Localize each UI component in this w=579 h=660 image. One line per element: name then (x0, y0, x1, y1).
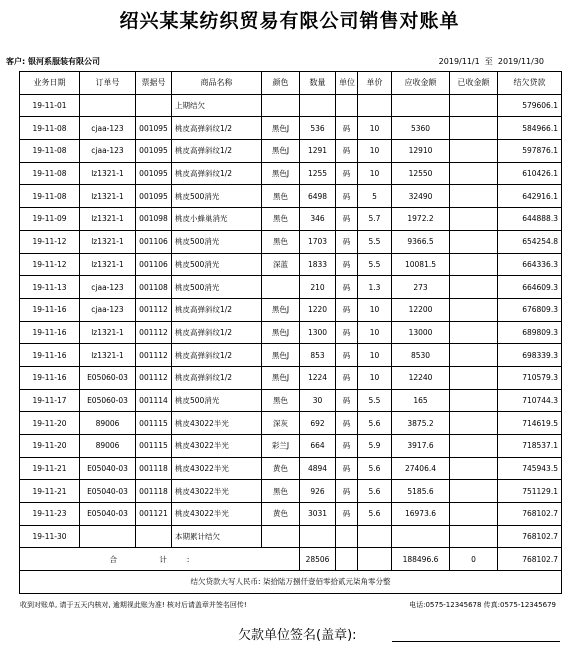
row-qty (300, 525, 336, 548)
row-balance: 714619.5 (498, 412, 562, 435)
row-invoice: 001118 (136, 480, 172, 503)
row-color: 黑色J (262, 366, 300, 389)
row-balance: 768102.7 (498, 525, 562, 548)
row-color: 黑色 (262, 480, 300, 503)
total-balance: 768102.7 (498, 548, 562, 571)
contact-info: 电话:0575-12345678 传真:0575-12345679 (409, 601, 556, 609)
period-end: 2019/11/30 (497, 57, 544, 66)
signature-label: 欠款单位签名(盖章): (238, 628, 357, 643)
row-date: 19-11-08 (20, 117, 80, 140)
row-receivable (392, 525, 450, 548)
row-product: 桃皮500消光 (172, 185, 262, 208)
row-invoice: 001114 (136, 389, 172, 412)
row-invoice: 001112 (136, 298, 172, 321)
row-balance: 642916.1 (498, 185, 562, 208)
statement-table (19, 71, 562, 594)
row-unit: 码 (336, 457, 358, 480)
row-date: 19-11-13 (20, 276, 80, 299)
row-unit: 码 (336, 412, 358, 435)
row-order (80, 525, 136, 548)
row-color: 黑色J (262, 344, 300, 367)
row-order: cjaa-123 (80, 117, 136, 140)
row-price (358, 525, 392, 548)
row-receivable: 16973.6 (392, 503, 450, 526)
col-unit: 单位 (336, 72, 358, 95)
row-qty: 664 (300, 435, 336, 458)
row-invoice: 001112 (136, 366, 172, 389)
table-row (20, 185, 562, 208)
row-price: 5 (358, 185, 392, 208)
row-invoice: 001121 (136, 503, 172, 526)
row-received (450, 162, 498, 185)
row-receivable: 13000 (392, 321, 450, 344)
row-color: 黑色J (262, 140, 300, 163)
row-balance: 664609.3 (498, 276, 562, 299)
row-date: 19-11-30 (20, 525, 80, 548)
row-date: 19-11-12 (20, 230, 80, 253)
row-order: lz1321-1 (80, 185, 136, 208)
row-qty: 1833 (300, 253, 336, 276)
row-unit (336, 94, 358, 117)
row-product: 桃皮43022半光 (172, 435, 262, 458)
row-price: 5.6 (358, 503, 392, 526)
row-product: 桃皮高弹斜纹1/2 (172, 344, 262, 367)
table-row (20, 503, 562, 526)
row-received (450, 525, 498, 548)
row-product: 桃皮高弹斜纹1/2 (172, 321, 262, 344)
col-date: 业务日期 (20, 72, 80, 95)
row-date: 19-11-20 (20, 435, 80, 458)
table-row (20, 457, 562, 480)
total-label: 合 计: (20, 548, 300, 571)
row-received (450, 321, 498, 344)
row-product: 上期结欠 (172, 94, 262, 117)
row-received (450, 366, 498, 389)
row-received (450, 185, 498, 208)
row-unit: 码 (336, 366, 358, 389)
row-order: lz1321-1 (80, 162, 136, 185)
amount-in-words-row (20, 571, 562, 594)
row-unit: 码 (336, 162, 358, 185)
row-product: 桃皮500消光 (172, 276, 262, 299)
row-qty: 1300 (300, 321, 336, 344)
table-row (20, 208, 562, 231)
row-price: 5.6 (358, 412, 392, 435)
row-price: 5.5 (358, 230, 392, 253)
row-product: 桃皮500消光 (172, 253, 262, 276)
table-header (20, 72, 562, 95)
row-product: 桃皮高弹斜纹1/2 (172, 162, 262, 185)
table-row (20, 298, 562, 321)
row-color: 深灰 (262, 412, 300, 435)
table-row (20, 230, 562, 253)
row-color: 彩兰J (262, 435, 300, 458)
row-color: 黑色J (262, 298, 300, 321)
row-date: 19-11-20 (20, 412, 80, 435)
signature-line (392, 641, 560, 642)
table-row (20, 140, 562, 163)
row-color: 黄色 (262, 457, 300, 480)
row-qty (300, 94, 336, 117)
row-date: 19-11-16 (20, 344, 80, 367)
col-balance: 结欠贷款 (498, 72, 562, 95)
row-unit: 码 (336, 298, 358, 321)
row-order: lz1321-1 (80, 230, 136, 253)
row-received (450, 276, 498, 299)
row-product: 桃皮43022半光 (172, 503, 262, 526)
row-date: 19-11-09 (20, 208, 80, 231)
row-unit: 码 (336, 253, 358, 276)
row-balance: 751129.1 (498, 480, 562, 503)
row-color: 黑色J (262, 162, 300, 185)
table-row (20, 389, 562, 412)
row-receivable: 3917.6 (392, 435, 450, 458)
row-unit: 码 (336, 435, 358, 458)
row-price: 10 (358, 298, 392, 321)
table-row (20, 162, 562, 185)
row-date: 19-11-23 (20, 503, 80, 526)
row-unit: 码 (336, 321, 358, 344)
customer-name: 银河系服装有限公司 (28, 57, 100, 66)
row-date: 19-11-16 (20, 366, 80, 389)
statement-title: 绍兴某某纺织贸易有限公司销售对账单 (119, 10, 460, 32)
row-qty: 853 (300, 344, 336, 367)
row-received (450, 435, 498, 458)
row-balance: 610426.1 (498, 162, 562, 185)
table-row (20, 253, 562, 276)
table-row (20, 366, 562, 389)
row-received (450, 412, 498, 435)
table-row (20, 94, 562, 117)
table-row (20, 480, 562, 503)
row-invoice (136, 94, 172, 117)
customer-label: 客户: (6, 57, 26, 66)
row-receivable: 5185.6 (392, 480, 450, 503)
row-color (262, 94, 300, 117)
row-unit: 码 (336, 230, 358, 253)
row-price (358, 94, 392, 117)
amount-in-words: 结欠贷款大写人民币: 柒拾陆万捌仟壹佰零拾贰元柒角零分整 (20, 571, 562, 594)
col-price: 单价 (358, 72, 392, 95)
row-receivable: 12200 (392, 298, 450, 321)
row-receivable: 10081.5 (392, 253, 450, 276)
row-unit: 码 (336, 140, 358, 163)
row-order: cjaa-123 (80, 276, 136, 299)
row-invoice: 001115 (136, 435, 172, 458)
row-invoice: 001095 (136, 117, 172, 140)
row-order: cjaa-123 (80, 140, 136, 163)
row-invoice: 001095 (136, 185, 172, 208)
row-qty: 4894 (300, 457, 336, 480)
table-row (20, 525, 562, 548)
row-balance: 710744.3 (498, 389, 562, 412)
row-balance: 584966.1 (498, 117, 562, 140)
table-row (20, 117, 562, 140)
row-price: 10 (358, 321, 392, 344)
row-product: 桃皮高弹斜纹1/2 (172, 117, 262, 140)
row-qty: 346 (300, 208, 336, 231)
row-receivable: 8530 (392, 344, 450, 367)
row-balance: 676809.3 (498, 298, 562, 321)
row-received (450, 389, 498, 412)
row-unit: 码 (336, 480, 358, 503)
row-balance: 654254.8 (498, 230, 562, 253)
total-row (20, 548, 562, 571)
row-date: 19-11-08 (20, 162, 80, 185)
row-balance: 768102.7 (498, 503, 562, 526)
row-date: 19-11-08 (20, 185, 80, 208)
row-invoice: 001106 (136, 230, 172, 253)
row-color: 深蓝 (262, 253, 300, 276)
row-unit: 码 (336, 389, 358, 412)
row-date: 19-11-12 (20, 253, 80, 276)
total-receivable: 188496.6 (392, 548, 450, 571)
row-order: E05040-03 (80, 480, 136, 503)
row-order: E05060-03 (80, 389, 136, 412)
row-price: 5.6 (358, 480, 392, 503)
row-received (450, 344, 498, 367)
row-balance: 745943.5 (498, 457, 562, 480)
statement-period (439, 56, 544, 67)
row-qty: 926 (300, 480, 336, 503)
row-order: lz1321-1 (80, 253, 136, 276)
row-qty: 536 (300, 117, 336, 140)
row-color: 黑色 (262, 389, 300, 412)
row-qty: 210 (300, 276, 336, 299)
row-qty: 1255 (300, 162, 336, 185)
col-invoice: 票据号 (136, 72, 172, 95)
total-price (358, 548, 392, 571)
row-unit: 码 (336, 185, 358, 208)
col-received: 已收金额 (450, 72, 498, 95)
total-unit (336, 548, 358, 571)
row-received (450, 253, 498, 276)
row-unit: 码 (336, 117, 358, 140)
row-qty: 1703 (300, 230, 336, 253)
row-qty: 30 (300, 389, 336, 412)
row-order: lz1321-1 (80, 321, 136, 344)
row-product: 桃皮高弹斜纹1/2 (172, 298, 262, 321)
row-received (450, 298, 498, 321)
row-receivable: 1972.2 (392, 208, 450, 231)
footnote-text: 收到对账单, 请于五天内核对, 逾期视此账为准! 核对后请盖章并签名回传! (20, 601, 247, 609)
row-receivable: 9366.5 (392, 230, 450, 253)
table-body (20, 94, 562, 548)
row-order (80, 94, 136, 117)
row-invoice: 001106 (136, 253, 172, 276)
row-receivable: 32490 (392, 185, 450, 208)
total-qty: 28506 (300, 548, 336, 571)
row-color: 黑色J (262, 117, 300, 140)
row-color: 黄色 (262, 503, 300, 526)
row-receivable: 12910 (392, 140, 450, 163)
row-color: 黑色 (262, 208, 300, 231)
row-unit: 码 (336, 344, 358, 367)
row-invoice (136, 525, 172, 548)
row-received (450, 117, 498, 140)
row-product: 桃皮43022半光 (172, 457, 262, 480)
row-product: 本期累计结欠 (172, 525, 262, 548)
row-receivable (392, 94, 450, 117)
row-order: E05040-03 (80, 457, 136, 480)
row-invoice: 001115 (136, 412, 172, 435)
row-invoice: 001112 (136, 321, 172, 344)
col-qty: 数量 (300, 72, 336, 95)
col-order: 订单号 (80, 72, 136, 95)
row-price: 5.7 (358, 208, 392, 231)
row-color: 黑色J (262, 321, 300, 344)
row-invoice: 001112 (136, 344, 172, 367)
row-balance: 579606.1 (498, 94, 562, 117)
row-order: lz1321-1 (80, 208, 136, 231)
row-balance: 718537.1 (498, 435, 562, 458)
statement-meta (6, 56, 572, 70)
col-receivable: 应收金额 (392, 72, 450, 95)
table-row (20, 412, 562, 435)
row-product: 桃皮500消光 (172, 389, 262, 412)
row-receivable: 12240 (392, 366, 450, 389)
row-invoice: 001095 (136, 162, 172, 185)
row-received (450, 230, 498, 253)
row-product: 桃皮43022半光 (172, 480, 262, 503)
row-receivable: 3875.2 (392, 412, 450, 435)
row-price: 5.5 (358, 389, 392, 412)
row-date: 19-11-08 (20, 140, 80, 163)
row-qty: 1224 (300, 366, 336, 389)
row-price: 10 (358, 344, 392, 367)
row-invoice: 001118 (136, 457, 172, 480)
row-receivable: 273 (392, 276, 450, 299)
period-to: 至 (484, 57, 493, 66)
row-color (262, 525, 300, 548)
total-received: 0 (450, 548, 498, 571)
row-price: 10 (358, 117, 392, 140)
row-product: 桃皮43022半光 (172, 412, 262, 435)
row-order: E05040-03 (80, 503, 136, 526)
customer-info (6, 56, 100, 67)
row-qty: 1291 (300, 140, 336, 163)
table-row (20, 435, 562, 458)
row-date: 19-11-16 (20, 298, 80, 321)
col-product: 商品名称 (172, 72, 262, 95)
table-row (20, 276, 562, 299)
row-unit (336, 525, 358, 548)
row-received (450, 457, 498, 480)
row-color (262, 276, 300, 299)
row-order: lz1321-1 (80, 344, 136, 367)
row-balance: 597876.1 (498, 140, 562, 163)
row-qty: 6498 (300, 185, 336, 208)
row-product: 桃皮高弹斜纹1/2 (172, 366, 262, 389)
row-product: 桃皮500消光 (172, 230, 262, 253)
row-invoice: 001108 (136, 276, 172, 299)
row-color: 黑色 (262, 185, 300, 208)
row-qty: 1220 (300, 298, 336, 321)
row-product: 桃皮高弹斜纹1/2 (172, 140, 262, 163)
row-date: 19-11-17 (20, 389, 80, 412)
col-color: 颜色 (262, 72, 300, 95)
row-price: 5.5 (358, 253, 392, 276)
row-qty: 692 (300, 412, 336, 435)
row-receivable: 12550 (392, 162, 450, 185)
row-order: cjaa-123 (80, 298, 136, 321)
row-date: 19-11-01 (20, 94, 80, 117)
row-price: 1.3 (358, 276, 392, 299)
row-date: 19-11-21 (20, 457, 80, 480)
table-row (20, 321, 562, 344)
row-received (450, 94, 498, 117)
row-received (450, 503, 498, 526)
row-price: 10 (358, 162, 392, 185)
row-order: 89006 (80, 412, 136, 435)
row-invoice: 001098 (136, 208, 172, 231)
row-color: 黑色 (262, 230, 300, 253)
row-date: 19-11-21 (20, 480, 80, 503)
row-balance: 689809.3 (498, 321, 562, 344)
row-price: 10 (358, 140, 392, 163)
row-order: E05060-03 (80, 366, 136, 389)
row-received (450, 140, 498, 163)
row-unit: 码 (336, 208, 358, 231)
row-received (450, 480, 498, 503)
table-row (20, 344, 562, 367)
period-start: 2019/11/1 (438, 57, 480, 66)
row-balance: 644888.3 (498, 208, 562, 231)
row-price: 5.9 (358, 435, 392, 458)
row-date: 19-11-16 (20, 321, 80, 344)
row-received (450, 208, 498, 231)
row-order: 89006 (80, 435, 136, 458)
row-unit: 码 (336, 276, 358, 299)
row-price: 5.6 (358, 457, 392, 480)
row-price: 10 (358, 366, 392, 389)
row-product: 桃皮小蜂巢消光 (172, 208, 262, 231)
row-balance: 698339.3 (498, 344, 562, 367)
row-balance: 710579.3 (498, 366, 562, 389)
row-receivable: 5360 (392, 117, 450, 140)
row-balance: 664336.3 (498, 253, 562, 276)
row-receivable: 165 (392, 389, 450, 412)
row-invoice: 001095 (136, 140, 172, 163)
row-receivable: 27406.4 (392, 457, 450, 480)
row-unit: 码 (336, 503, 358, 526)
row-qty: 3031 (300, 503, 336, 526)
